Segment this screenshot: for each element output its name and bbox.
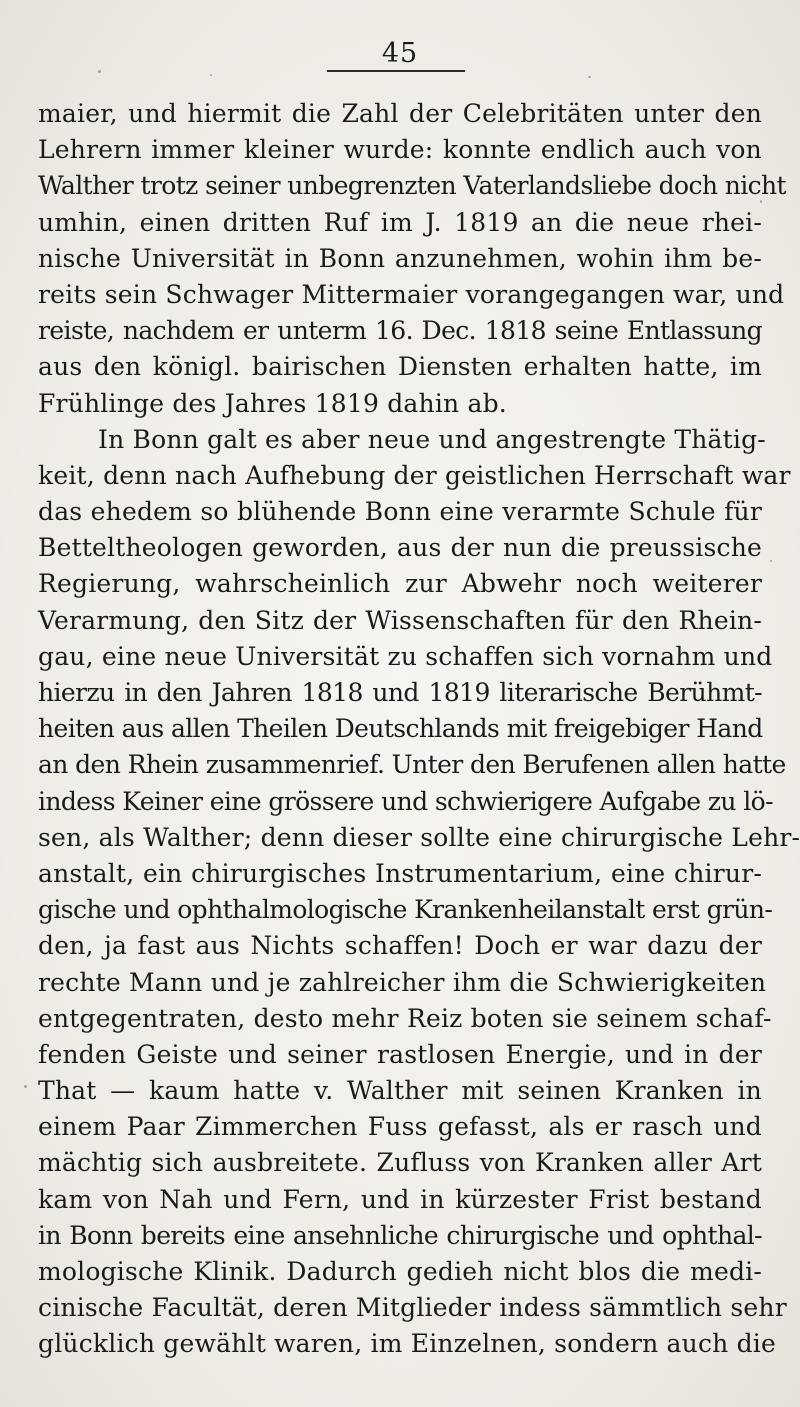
text-line: In Bonn galt es aber neue und angestrengte Thätig- xyxy=(98,424,766,454)
paper-speck xyxy=(588,76,591,78)
text-line: an den Rhein zusammenrief. Unter den Berufenen allen hatte xyxy=(38,750,786,780)
text-line: Verarmung, den Sitz der Wissenschaften für den Rhein- xyxy=(38,605,762,635)
text-line: indess Keiner eine grössere und schwierigere Aufgabe zu lö- xyxy=(38,786,773,816)
text-line: umhin, einen dritten Ruf im J. 1819 an die neue rhei- xyxy=(38,207,762,237)
text-line: mächtig sich ausbreitete. Zufluss von Kranken aller Art xyxy=(38,1148,762,1178)
text-line: mologische Klinik. Dadurch gedieh nicht blos die medi- xyxy=(38,1257,762,1286)
text-line: anstalt, ein chirurgisches Instrumentarium, eine chirur- xyxy=(38,858,762,888)
text-line: einem Paar Zimmerchen Fuss gefasst, als er rasch und xyxy=(38,1112,762,1142)
text-line: aus den königl. bairischen Diensten erhalten hatte, im xyxy=(38,352,762,382)
text-line: gau, eine neue Universität zu schaffen sich vornahm und xyxy=(38,641,773,671)
text-line: das ehedem so blühende Bonn eine verarmte Schule für xyxy=(38,497,762,527)
text-line: cinische Facultät, deren Mitglieder indess sämmtlich sehr xyxy=(38,1293,787,1323)
page-number: 45 xyxy=(381,38,419,69)
text-line: den, ja fast aus Nichts schaffen! Doch er war dazu der xyxy=(38,931,762,961)
text-line: hierzu in den Jahren 1818 und 1819 literarische Berühmt- xyxy=(38,678,762,707)
text-line: sen, als Walther; denn dieser sollte eine chirurgische Lehr- xyxy=(38,822,800,852)
body-text xyxy=(38,96,800,1363)
paper-speck xyxy=(760,200,762,203)
text-line: fenden Geiste und seiner rastlosen Energie, und in der xyxy=(38,1039,762,1069)
text-line: maier, und hiermit die Zahl der Celebritäten unter den xyxy=(38,99,762,128)
text-line: keit, denn nach Aufhebung der geistlichen Herrschaft war xyxy=(38,460,791,490)
text-line: Lehrern immer kleiner wurde: konnte endlich auch von xyxy=(38,135,762,165)
text-line: nische Universität in Bonn anzunehmen, wohin ihm be- xyxy=(38,243,762,273)
paper-speck xyxy=(210,74,212,76)
text-line: kam von Nah und Fern, und in kürzester Frist bestand xyxy=(38,1184,762,1214)
text-line: Regierung, wahrscheinlich zur Abwehr noch weiterer xyxy=(38,569,762,599)
text-line: glücklich gewählt waren, im Einzelnen, sondern auch die xyxy=(38,1329,777,1359)
paper-speck xyxy=(770,560,772,562)
text-line: rechte Mann und je zahlreicher ihm die Schwierigkeiten xyxy=(38,967,767,997)
text-line: reiste, nachdem er unterm 16. Dec. 1818 seine Entlassung xyxy=(38,316,762,346)
paper-speck xyxy=(98,70,101,73)
header-rule xyxy=(327,70,465,72)
text-line: Frühlinge des Jahres 1819 dahin ab. xyxy=(38,388,507,418)
text-line: Betteltheologen geworden, aus der nun die preussische xyxy=(38,533,762,563)
text-line: heiten aus allen Theilen Deutschlands mit freigebiger Hand xyxy=(38,714,763,744)
paragraph-1 xyxy=(38,96,786,422)
text-line: That — kaum hatte v. Walther mit seinen Kranken in xyxy=(38,1076,762,1106)
text-line: entgegentraten, desto mehr Reiz boten sie seinem schaf- xyxy=(38,1003,772,1033)
paper-speck xyxy=(24,1085,27,1088)
text-line: Walther trotz seiner unbegrenzten Vaterlandsliebe doch nicht xyxy=(38,171,786,201)
text-line: in Bonn bereits eine ansehnliche chirurgische und ophthal- xyxy=(38,1220,762,1250)
paragraph-2 xyxy=(38,422,800,1363)
text-line: gische und ophthalmologische Krankenheilanstalt erst grün- xyxy=(38,895,773,925)
text-line: reits sein Schwager Mittermaier vorangegangen war, und xyxy=(38,279,785,309)
